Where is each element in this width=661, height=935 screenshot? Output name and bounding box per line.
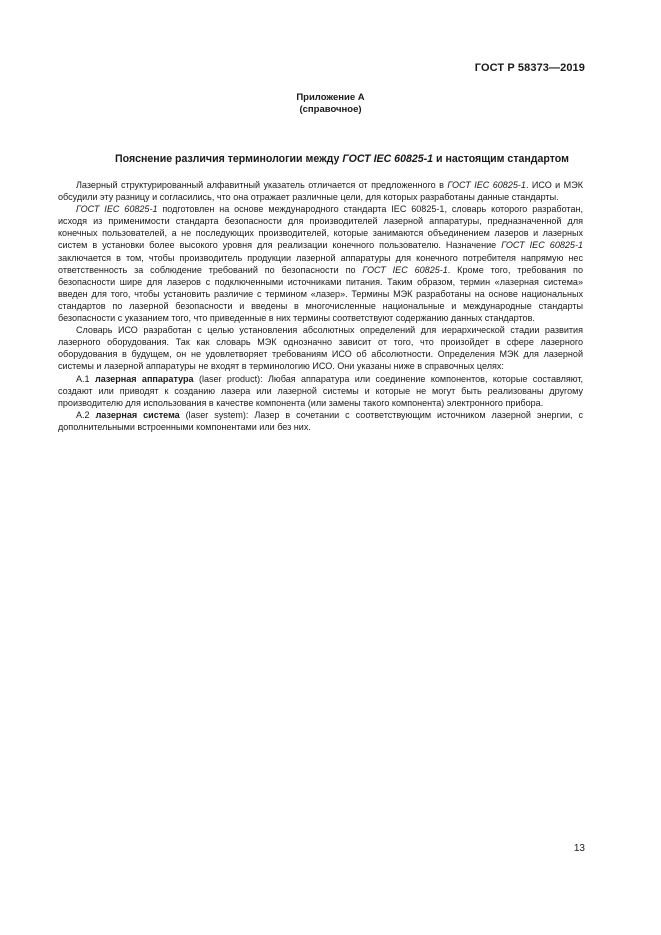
annex-title: Приложение А xyxy=(296,92,365,103)
a2-number: А.2 xyxy=(76,409,96,420)
p2-text-1: подготовлен на основе международного стандарта IEC 60825-1, словарь которого разработан, исходя из применимости стандарта безопасности для производителей лазерной аппаратуры, предназначенной для конечных пользователей, а не последующих производителей, которые занимаются объединением лазеров и лазерных систем в установки более высокого уровня для реализации конечного пользователю. Назначение xyxy=(58,204,583,251)
section-title-standard: ГОСТ IEC 60825-1 xyxy=(342,153,434,165)
p2-standard-ref-3: ГОСТ IEC 60825-1 xyxy=(362,264,448,275)
standard-code: ГОСТ Р 58373—2019 xyxy=(474,62,585,74)
a2-term: лазерная система xyxy=(95,409,180,420)
annex-subtitle: (справочное) xyxy=(299,104,362,115)
annex-heading xyxy=(0,92,661,116)
p2-standard-ref-2: ГОСТ IEC 60825-1 xyxy=(501,240,583,251)
p1-text-1: Лазерный структурированный алфавитный указатель отличается от предложенного в xyxy=(76,180,448,190)
section-title xyxy=(58,153,626,165)
p1-text-2: . ИСО и МЭК обсудили эту разницу и согласились, что она отражает различные цели, для которых разработаны данные стандарты. xyxy=(58,180,583,203)
a2-definition: (laser system): Лазер в сочетании с соответствующим источником лазерной энергии, с дополнительными встроенными компонентами или без них. xyxy=(58,409,583,432)
p2-standard-ref-1: ГОСТ IEC 60825-1 xyxy=(76,204,158,215)
p1-standard-ref: ГОСТ IEC 60825-1 xyxy=(447,180,526,190)
a1-term: лазерная аппаратура xyxy=(94,373,194,384)
paragraph-1 xyxy=(58,179,583,203)
body-text xyxy=(58,179,583,433)
paragraph-2 xyxy=(58,203,583,324)
p2-text-3: . Кроме того, требования по безопасности шире для лазеров с подключенными источниками питания. Таким образом, термин «лазерная система» введен для того, чтобы установить различие с термином «лазер». Термины МЭК разработаны на основе национальных стандартов по лазерной безопасности и введены в многочисленные национальные и международные стандарты безопасности с указанием того, что приведенные в них термины соответствуют содержанию данных стандартов. xyxy=(58,264,583,324)
section-title-part1: Пояснение различия терминологии между xyxy=(115,153,343,165)
section-title-part3: и настоящим стандартом xyxy=(433,153,569,165)
page-number: 13 xyxy=(573,843,585,854)
definition-a1 xyxy=(58,373,583,409)
definition-a2 xyxy=(58,409,583,433)
a1-number: А.1 xyxy=(76,373,95,384)
paragraph-3: Словарь ИСО разработан с целью установления абсолютных определений для иерархической стадии развития лазерного оборудования. Так как словарь МЭК однозначно зависит от того, что произойдет в сфере лазерного оборудования в будущем, он не удовлетворяет требованиям ИСО об абсолютности. Определения МЭК для лазерной системы и лазерной аппаратуры не входят в терминологию ИСО. Они указаны ниже в справочных целях: xyxy=(58,325,583,372)
a1-definition: (laser product): Любая аппаратура или соединение компонентов, которые составляют, создают или приводят к созданию лазера или лазерной системы и которые не могут быть реализованы другому производителю для использования в качестве компонента (или замены такого компонента) электронного прибора. xyxy=(58,373,584,408)
p2-text-2: заключается в том, чтобы производитель продукции лазерной аппаратуры для конечного потребителя напрямую нес ответственность за соблюдение требований по безопасности по xyxy=(58,252,583,275)
